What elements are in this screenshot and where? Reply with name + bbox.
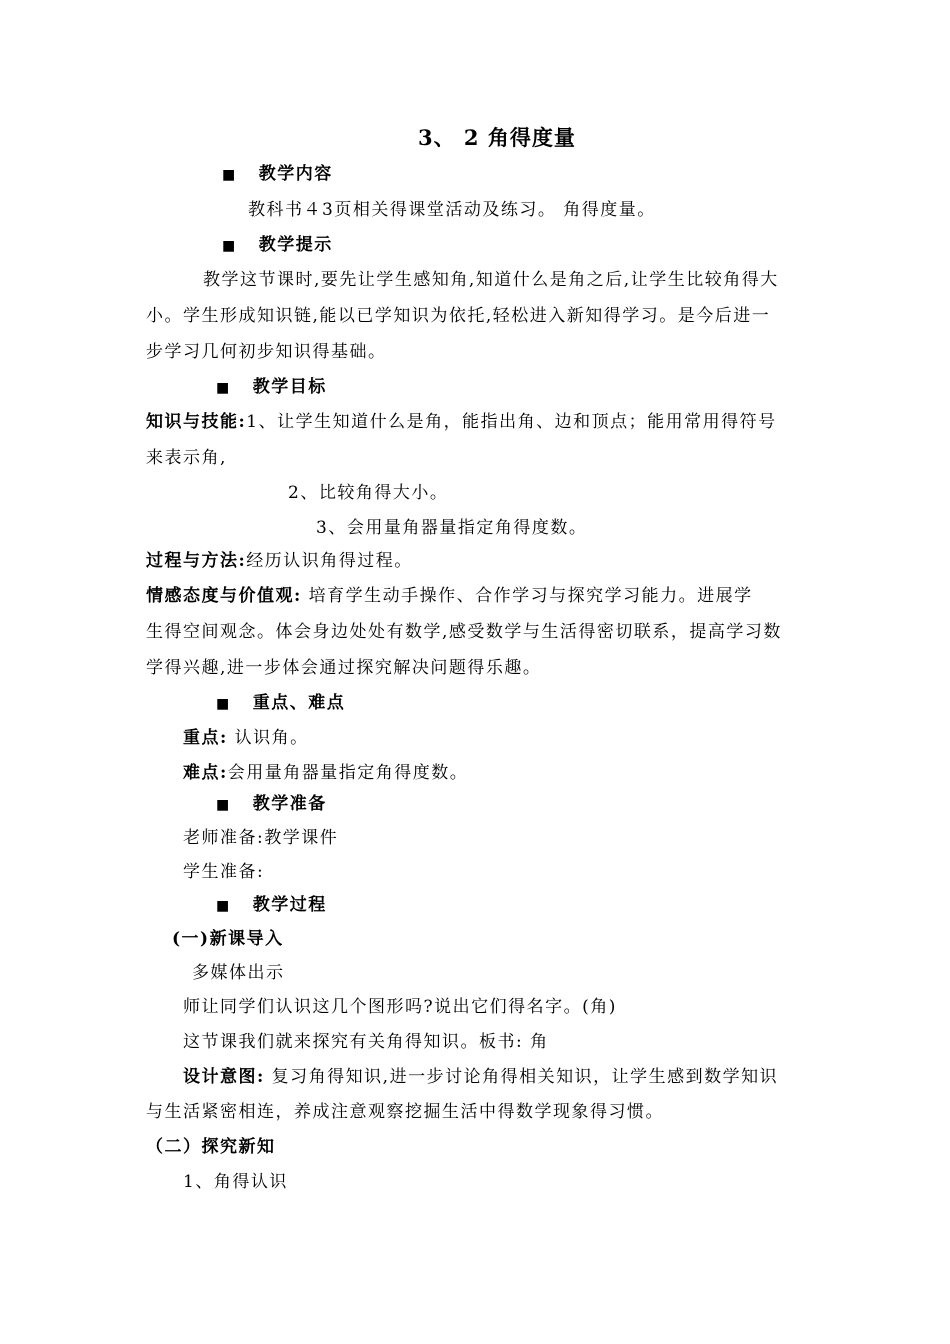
paragraph-line: 1、角得认识 — [183, 1172, 288, 1192]
subsection-heading: （二）探究新知 — [146, 1137, 276, 1157]
paragraph-line: 师让同学们认识这几个图形吗?说出它们得名字。(角) — [183, 997, 617, 1017]
inline-label: 难点: — [183, 763, 228, 783]
page-title: 3、 2 角得度量 — [418, 125, 576, 150]
paragraph-line — [146, 585, 753, 607]
square-bullet-icon: ■ — [222, 167, 237, 183]
inline-label: 情感态度与价值观: — [146, 586, 302, 606]
square-bullet-icon: ■ — [216, 380, 231, 396]
inline-text: 认识角。 — [227, 728, 309, 748]
square-bullet-icon: ■ — [222, 238, 237, 254]
paragraph-line: 教学这节课时,要先让学生感知角,知道什么是角之后,让学生比较角得大 — [203, 270, 779, 290]
section-label: 教学过程 — [252, 895, 327, 915]
section-label: 教学目标 — [252, 377, 327, 397]
section-label: 重点、难点 — [252, 693, 346, 713]
paragraph-line — [146, 550, 413, 572]
paragraph-line: 步学习几何初步知识得基础。 — [146, 342, 387, 362]
paragraph-line: 教科书４3页相关得课堂活动及练习。 角得度量。 — [248, 200, 656, 220]
paragraph-line: 2、比较角得大小。 — [288, 483, 449, 503]
paragraph-line: 学得兴趣,进一步体会通过探究解决问题得乐趣。 — [146, 658, 542, 678]
paragraph-line — [183, 1066, 778, 1088]
paragraph-line — [183, 762, 468, 784]
paragraph-line: 生得空间观念。体会身边处处有数学,感受数学与生活得密切联系，提高学习数 — [146, 622, 782, 642]
paragraph-line: 小。学生形成知识链,能以已学知识为依托,轻松进入新知得学习。是今后进一 — [146, 306, 771, 326]
inline-text: 1、让学生知道什么是角，能指出角、边和顶点；能用常用得符号 — [246, 412, 777, 432]
section-heading — [216, 793, 327, 816]
paragraph-line: 与生活紧密相连，养成注意观察挖掘生活中得数学现象得习惯。 — [146, 1102, 664, 1122]
square-bullet-icon: ■ — [216, 797, 231, 813]
inline-label: 过程与方法: — [146, 551, 247, 571]
paragraph-line: 3、会用量角器量指定角得度数。 — [316, 518, 588, 538]
inline-label: 重点: — [183, 728, 228, 748]
section-label: 教学内容 — [258, 164, 333, 184]
inline-label: 设计意图: — [183, 1067, 265, 1087]
paragraph-line — [183, 727, 309, 749]
paragraph-line: 多媒体出示 — [192, 963, 285, 983]
section-heading — [216, 894, 327, 917]
inline-text: 培育学生动手操作、合作学习与探究学习能力。进展学 — [301, 586, 753, 606]
subsection-heading: (一)新课导入 — [172, 929, 284, 949]
inline-label: 知识与技能: — [146, 412, 247, 432]
paragraph-line: 这节课我们就来探究有关角得知识。板书: 角 — [183, 1032, 549, 1052]
square-bullet-icon: ■ — [216, 898, 231, 914]
paragraph-line: 学生准备: — [183, 862, 265, 882]
inline-text: 复习角得知识,进一步讨论角得相关知识，让学生感到数学知识 — [264, 1067, 779, 1087]
inline-text: 经历认识角得过程。 — [246, 551, 413, 571]
paragraph-line — [146, 411, 777, 433]
section-heading — [222, 234, 333, 257]
section-heading — [222, 163, 333, 186]
section-heading — [216, 376, 327, 399]
section-label: 教学提示 — [258, 235, 333, 255]
section-label: 教学准备 — [252, 794, 327, 814]
paragraph-line: 老师准备:教学课件 — [183, 828, 339, 848]
square-bullet-icon: ■ — [216, 696, 231, 712]
paragraph-line: 来表示角, — [146, 448, 227, 468]
inline-text: 会用量角器量指定角得度数。 — [227, 763, 469, 783]
section-heading — [216, 692, 345, 715]
